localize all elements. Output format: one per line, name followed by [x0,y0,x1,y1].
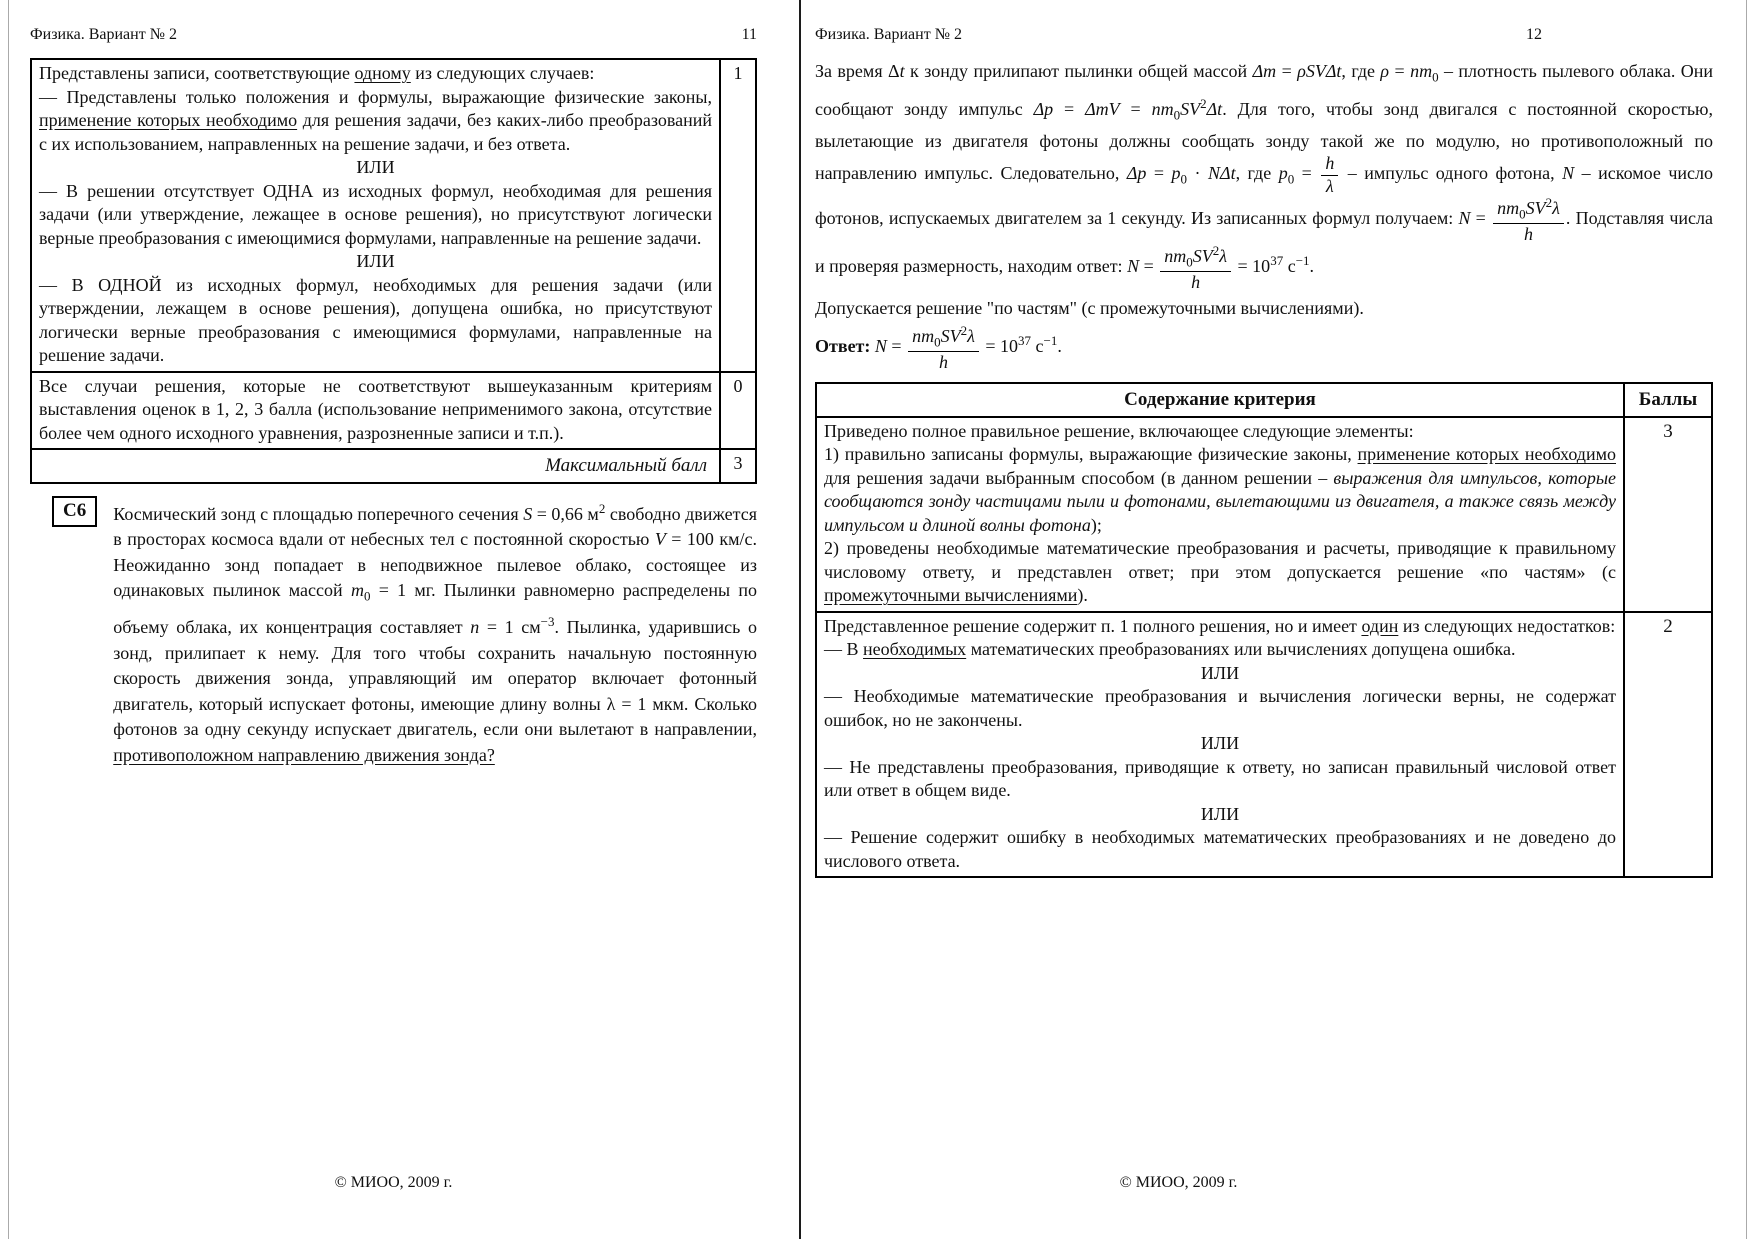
table-row-max [31,449,756,483]
page-title-left: Физика. Вариант № 2 [30,26,177,43]
page-number-left: 11 [741,26,757,43]
max-score-cell: 3 [720,449,756,483]
score-cell: 0 [720,372,756,450]
table-row [31,59,756,372]
score-cell: 3 [1624,417,1712,612]
score-cell: 1 [720,59,756,372]
footer-right: © МИОО, 2009 г. [1119,1174,1238,1191]
table-row [816,612,1712,878]
criteria-table-left [30,58,757,484]
problem-text: Космический зонд с площадью поперечного сечения S = 0,66 $м^2$ свободно движется в просторах космоса вдали от небесных тел с постоянной скоростью V = 100 км/с. Неожиданно зонд попадает в неподвижное пылевое облако, состоящее из одинаковых пылинок массой $m_0 = 1$ мг. Пылинки равномерно распределены по объему облака, их концентрация составляет n = 1 $см^{-3}$. Пылинка, ударившись о зонд, прилипает к нему. Для того чтобы сохранить начальную постоянную скорость движения зонда, управляющий им оператор включает фотонный двигатель, который испускает фотоны, имеющие длину волны λ = 1 мкм. Сколько фотонов за одну секунду испускает двигатель, если они вылетают в направлении, противоположном направлению движения зонда? [113,500,758,765]
page-right [815,26,1714,1191]
criteria-cell: Приведено полное правильное решение, включающее следующие элементы: 1) правильно записаны формулы, выражающие физические законы, применение которых необходимо для решения задачи выбранным способом (в данном решении – выражения для импульсов, которые сообщаются зонду частицами пыли и фотонами, вылетающими из двигателя, а также связь между импульсом и длиной волны фотона); 2) проведены необходимые математические преобразования и расчеты, приводящие к правильному числовому ответу, и представлен ответ; при этом допускается решение «по частям» (с промежуточными вычислениями). [816,417,1624,612]
max-score-label: Максимальный балл [31,449,720,483]
solution-note: Допускается решение "по частям" (с промежуточными вычислениями). [815,298,1364,319]
page-left [30,26,758,1191]
table-row [31,372,756,450]
footer-left: © МИОО, 2009 г. [334,1174,453,1191]
criteria-cell: Все случаи решения, которые не соответствуют вышеуказанным критериям выставления оценок в 1, 2, 3 балла (использование неприменимого закона, отсутствие более чем одного исходного уравнения, разрозненные записи и т.п.). [31,372,720,450]
page-header-left [30,26,757,44]
criteria-cell: Представленное решение содержит п. 1 полного решения, но и имеет один из следующих недостатков: — В необходимых математических преобразованиях или вычислениях допущена ошибка. ИЛИ — Необходимые математические преобразования и вычисления логически верны, не содержат ошибок, но не закончены. ИЛИ — Не представлены преобразования, приводящие к ответу, но записан правильный числовой ответ или ответ в общем виде. ИЛИ — Решение содержит ошибку в необходимых математических преобразованиях и не доведено до числового ответа. [816,612,1624,878]
page-edge-right [1746,0,1747,1239]
criteria-cell: Представлены записи, соответствующие одному из следующих случаев: — Представлены только положения и формулы, выражающие физические законы, применение которых необходимо для решения задачи, без каких-либо преобразований с их использованием, направленных на решение задачи, и без ответа. ИЛИ — В решении отсутствует ОДНА из исходных формул, необходимая для решения задачи (или утверждение, лежащее в основе решения), но присутствуют логически верные преобразования с имеющимися формулами, направленные на решение задачи. ИЛИ — В ОДНОЙ из исходных формул, необходимых для решения задачи (или утверждении, лежащем в основе решения), допущена ошибка, но присутствуют логически верные преобразования с имеющимися формулами, направленные на решение задачи. [31,59,720,372]
page-divider [799,0,801,1239]
score-cell: 2 [1624,612,1712,878]
problem-label-box [52,496,97,527]
page-number-right: 12 [1526,26,1542,43]
page-edge-left [8,0,9,1239]
page-title-right: Физика. Вариант № 2 [815,26,962,43]
criteria-table-right-wrap [815,382,1713,878]
table-row [816,417,1712,612]
solution-paragraph: За время Δt к зонду прилипают пылинки общей массой Δm = ρSVΔt, где $\rho = nm_0$ – плотность пылевого облака. Они сообщают зонду импульс $\Delta p = \Delta mV = nm_0SV^2\Delta t$. Для того, чтобы зонд двигался с постоянной скоростью, вылетающие из двигателя фотоны должны сообщать зонду такой же по модулю, но противоположный по направлению импульс. Следовательно, $\Delta p = p_0 \cdot N\Delta t$, где $p_0$ = $\frac{h}{\lambda}$ – импульс одного фотона, N – искомое число фотонов, испускаемых двигателем за 1 секунду. Из записанных формул получаем: N = $\frac{nm_0SV^2\lambda}{h}$ . Подставляя числа и проверяя размерность, находим ответ: N = $\frac{nm_0SV^2\lambda}{h}$ = $10^{37}$ $с^{-1}$. [815,61,1714,292]
criteria-header-cell: Содержание критерия [816,383,1624,417]
problem-c6 [30,496,757,769]
score-header-cell: Баллы [1624,383,1712,417]
table-header-row [816,383,1712,417]
criteria-table-right [815,382,1713,878]
solution-answer: Ответ: N = $\frac{nm_0SV^2\lambda}{h}$ = $10^{37}$ $с^{-1}$. [815,323,1062,372]
problem-label: С6 [63,499,87,521]
page-header-right [815,26,1542,44]
